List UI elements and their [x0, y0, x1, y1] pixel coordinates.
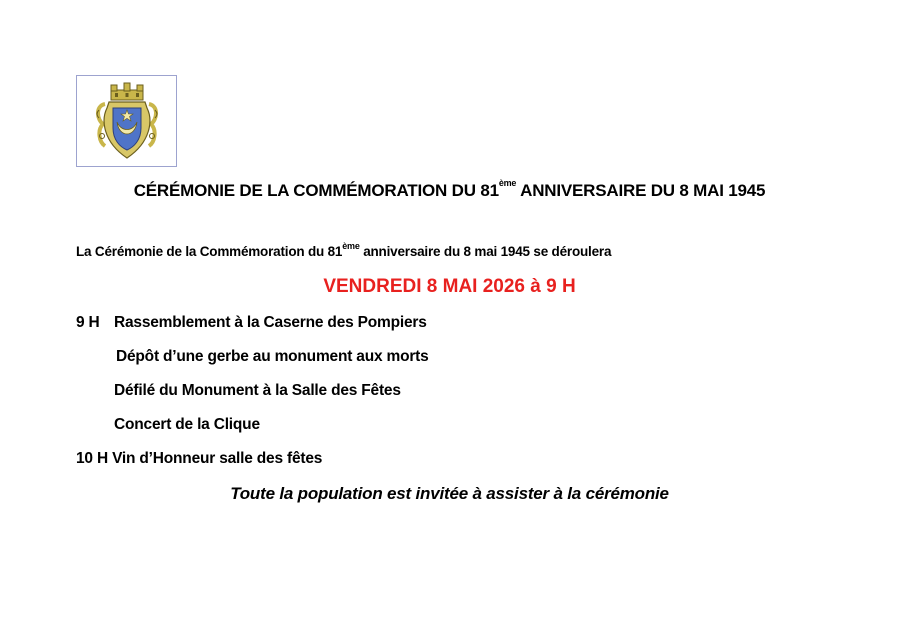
program-time: 10 H [76, 450, 108, 467]
closing-invitation: Toute la population est invitée à assister à la cérémonie [230, 484, 669, 503]
page-title: CÉRÉMONIE DE LA COMMÉMORATION DU 81ème ANNIVERSAIRE DU 8 MAI 1945 [133, 178, 766, 200]
program-time: 9 H [76, 314, 100, 331]
event-date: VENDREDI 8 MAI 2026 à 9 H [323, 276, 576, 297]
intro-text: La Cérémonie de la Commémoration du 81ème anniversaire du 8 mai 1945 se déroulera [76, 241, 612, 259]
program-label: Vin d’Honneur salle des fêtes [112, 450, 323, 467]
program-item-reception [76, 450, 322, 468]
coat-of-arms-icon [91, 80, 163, 164]
program-item-wreath [116, 348, 429, 366]
crest-frame [76, 75, 177, 167]
program-label: Dépôt d’une gerbe au monument aux morts [116, 348, 429, 365]
program-label: Défilé du Monument à la Salle des Fêtes [114, 382, 401, 399]
program-item-assembly [76, 314, 427, 332]
program-item-concert [114, 416, 260, 434]
program-label: Concert de la Clique [114, 416, 260, 433]
program-item-parade [114, 382, 401, 400]
program-label: Rassemblement à la Caserne des Pompiers [114, 314, 427, 331]
